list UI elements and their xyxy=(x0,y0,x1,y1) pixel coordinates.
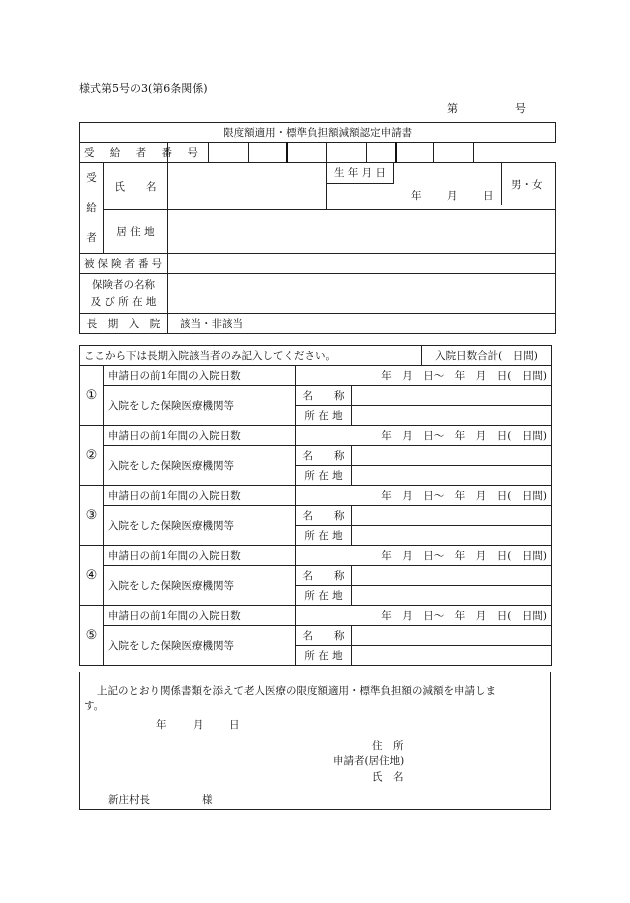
institution-location-label: 所 在 地 xyxy=(296,406,352,426)
long-term-label: 長 期 入 院 xyxy=(80,314,168,334)
name-field[interactable] xyxy=(168,163,327,210)
institution-location-label: 所 在 地 xyxy=(296,466,352,486)
period-field[interactable]: 年 月 日～ 年 月 日( 日間) xyxy=(296,546,552,566)
institution-location-field[interactable] xyxy=(352,646,552,666)
form-number: 様式第5号の3(第6条関係) xyxy=(79,82,208,95)
sex-options[interactable]: 男・女 xyxy=(511,179,543,191)
applicant-label: 申請者(居住地) xyxy=(333,755,405,767)
days-label: 申請日の前1年間の入院日数 xyxy=(104,426,296,446)
recipient-number-digit[interactable] xyxy=(209,143,249,163)
days-label: 申請日の前1年間の入院日数 xyxy=(104,366,296,386)
institution-location-label: 所 在 地 xyxy=(296,646,352,666)
addressee: 新庄村長 xyxy=(108,794,150,806)
institution-name-field[interactable] xyxy=(352,386,552,406)
address-label: 居 住 地 xyxy=(104,210,168,254)
honorific: 様 xyxy=(202,794,213,806)
entry-number: ② xyxy=(80,426,104,486)
institution-location-label: 所 在 地 xyxy=(296,526,352,546)
recipient-number-digit[interactable] xyxy=(249,143,287,163)
insured-number-label: 被保険者番号 xyxy=(80,254,168,274)
recipient-number-digit[interactable] xyxy=(396,143,434,163)
birthdate-label: 生 年 月 日 xyxy=(327,163,394,184)
date-month-unit: 月 xyxy=(193,719,204,731)
period-field[interactable]: 年 月 日～ 年 月 日( 日間) xyxy=(296,366,552,386)
long-term-note: ここから下は長期入院該当者のみ記入してください。 xyxy=(80,346,422,366)
institution-location-field[interactable] xyxy=(352,466,552,486)
period-field[interactable]: 年 月 日～ 年 月 日( 日間) xyxy=(296,486,552,506)
recipient-number-label: 受 給 者 番 号 xyxy=(80,143,168,163)
number-suffix: 号 xyxy=(515,102,526,115)
institution-name-field[interactable] xyxy=(352,566,552,586)
institution-label: 入院をした保険医療機関等 xyxy=(104,566,296,606)
declaration-text-line1: 上記のとおり関係書類を添えて老人医療の限度額適用・標準負担額の減額を申請しま xyxy=(97,685,496,697)
institution-label: 入院をした保険医療機関等 xyxy=(104,446,296,486)
name-label: 氏 名 xyxy=(104,163,168,210)
entry-number: ⑤ xyxy=(80,606,104,666)
institution-location-field[interactable] xyxy=(352,586,552,606)
birth-day-unit: 日 xyxy=(483,190,494,202)
institution-name-label: 名 称 xyxy=(296,626,352,646)
institution-name-label: 名 称 xyxy=(296,506,352,526)
institution-location-field[interactable] xyxy=(352,526,552,546)
days-label: 申請日の前1年間の入院日数 xyxy=(104,546,296,566)
birth-month-unit: 月 xyxy=(447,190,458,202)
institution-label: 入院をした保険医療機関等 xyxy=(104,626,296,666)
applicant-name-label: 氏 名 xyxy=(372,771,404,783)
hospital-table xyxy=(79,345,552,666)
entry-number: ③ xyxy=(80,486,104,546)
recipient-number-digit[interactable] xyxy=(434,143,474,163)
institution-location-label: 所 在 地 xyxy=(296,586,352,606)
recipient-number-digit[interactable] xyxy=(287,143,327,163)
institution-name-field[interactable] xyxy=(352,506,552,526)
period-field[interactable]: 年 月 日～ 年 月 日( 日間) xyxy=(296,606,552,626)
applicant-table xyxy=(79,122,556,334)
period-field[interactable]: 年 月 日～ 年 月 日( 日間) xyxy=(296,426,552,446)
insurer-label: 保険者の名称 及 び 所 在 地 xyxy=(80,274,168,314)
institution-label: 入院をした保険医療機関等 xyxy=(104,386,296,426)
institution-location-field[interactable] xyxy=(352,406,552,426)
institution-name-label: 名 称 xyxy=(296,386,352,406)
recipient-number-digit[interactable] xyxy=(327,143,367,163)
insurer-field[interactable] xyxy=(168,274,556,314)
institution-label: 入院をした保険医療機関等 xyxy=(104,506,296,546)
institution-name-field[interactable] xyxy=(352,446,552,466)
date-year-unit: 年 xyxy=(156,719,167,731)
address-field[interactable] xyxy=(168,210,556,254)
entry-number: ④ xyxy=(80,546,104,606)
days-label: 申請日の前1年間の入院日数 xyxy=(104,486,296,506)
institution-name-label: 名 称 xyxy=(296,446,352,466)
insured-number-field[interactable] xyxy=(168,254,556,274)
birth-year-unit: 年 xyxy=(411,190,422,202)
recipient-number-digit[interactable] xyxy=(367,143,396,163)
days-label: 申請日の前1年間の入院日数 xyxy=(104,606,296,626)
form-title: 限度額適用・標準負担額減額認定申請書 xyxy=(80,123,556,143)
institution-name-field[interactable] xyxy=(352,626,552,646)
total-days-label[interactable]: 入院日数合計( 日間) xyxy=(422,346,552,366)
declaration-box xyxy=(79,672,551,810)
number-prefix: 第 xyxy=(447,102,458,115)
declaration-text-line2: す。 xyxy=(84,700,105,712)
date-day-unit: 日 xyxy=(229,719,240,731)
entry-number: ① xyxy=(80,366,104,426)
applicant-address-label: 住 所 xyxy=(372,740,404,752)
institution-name-label: 名 称 xyxy=(296,566,352,586)
recipient-side-label: 受 給 者 xyxy=(80,163,104,254)
long-term-options[interactable]: 該当・非該当 xyxy=(168,314,556,334)
